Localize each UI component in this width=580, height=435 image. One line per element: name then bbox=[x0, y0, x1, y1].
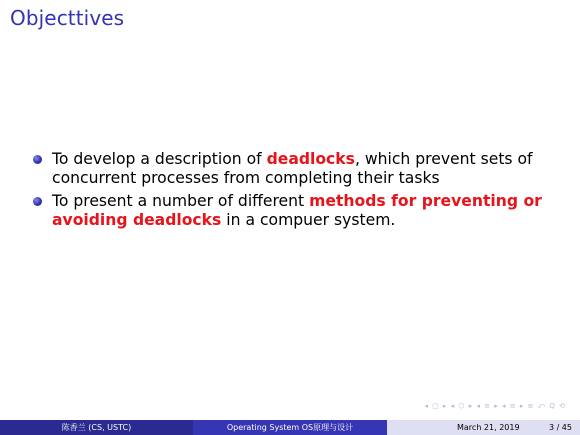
bullet-list bbox=[30, 150, 570, 234]
navigation-controls-icon[interactable]: ◂ ▢ ▸ ◂ ⬡ ▸ ◂ ≡ ▸ ◂ ≡ ▸ ≡ ⤺ Q ⟲ bbox=[424, 402, 566, 410]
item-text-post: in a compuer system. bbox=[221, 211, 396, 229]
footer-bar bbox=[0, 420, 580, 435]
item-highlight: methods for preventing or avoiding deadlocks bbox=[52, 192, 542, 229]
footer-date-page bbox=[387, 420, 580, 435]
bullet-icon bbox=[33, 197, 42, 206]
list-item bbox=[30, 192, 570, 230]
item-text-post: , which prevent sets of concurrent processes from completing their tasks bbox=[52, 150, 533, 187]
footer-author: 陈香兰 (CS, USTC) bbox=[0, 420, 193, 435]
footer-course-title: Operating System OS原理与设计 bbox=[193, 420, 387, 435]
footer-date: March 21, 2019 bbox=[457, 423, 520, 432]
page-number: 3 / 45 bbox=[548, 423, 572, 432]
item-highlight: deadlocks bbox=[266, 150, 355, 168]
slide-title: Objecttives bbox=[10, 6, 125, 30]
item-text-pre: To present a number of different bbox=[52, 192, 310, 210]
list-item bbox=[30, 150, 570, 188]
item-text-pre: To develop a description of bbox=[52, 150, 267, 168]
bullet-icon bbox=[33, 155, 42, 164]
